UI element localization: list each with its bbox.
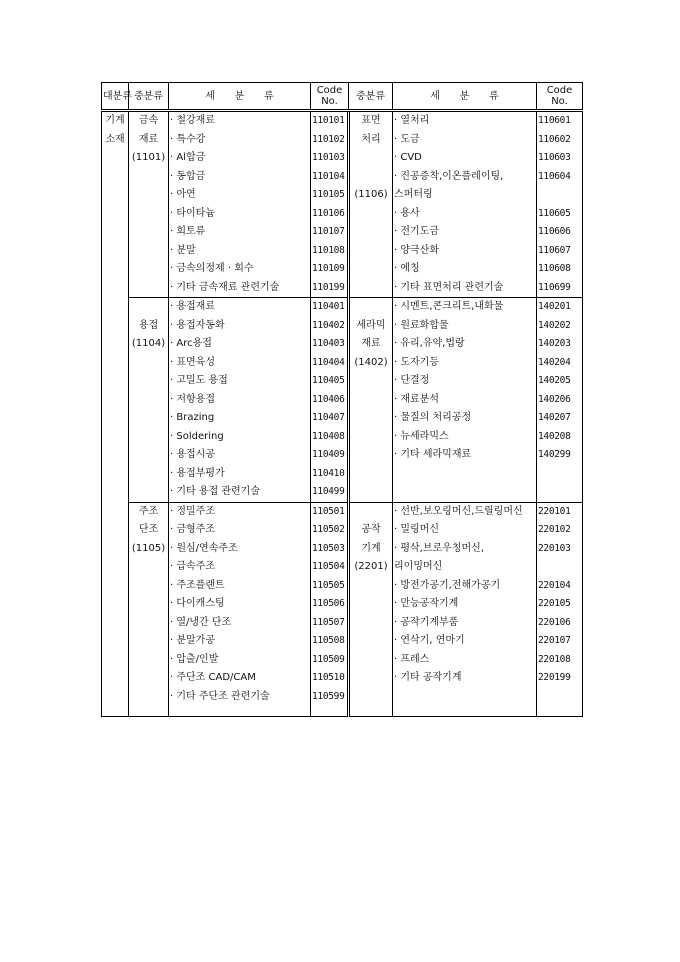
code-right: 220106: [537, 614, 583, 633]
subcategory-left: · Al합금: [169, 149, 311, 168]
header-sub-right: 세 분 류: [393, 83, 537, 111]
code-right: [537, 483, 583, 502]
subcategory-right: · 평삭,브로우칭머신,: [393, 540, 537, 559]
middle-category-left: (1104): [129, 335, 169, 354]
middle-category-left: [129, 260, 169, 279]
table-row: [102, 502, 583, 521]
subcategory-right: · 밀링머신: [393, 521, 537, 540]
table-row: [102, 669, 583, 688]
major-category-cell: [102, 372, 129, 391]
subcategory-left: · 정밀주조: [169, 502, 311, 521]
code-left: 110408: [311, 428, 349, 447]
table-row: [102, 317, 583, 336]
subcategory-left: · 급속주조: [169, 558, 311, 577]
subcategory-left: · 동합금: [169, 168, 311, 187]
table-row: [102, 279, 583, 298]
code-left: 110510: [311, 669, 349, 688]
subcategory-left: · 타이타늄: [169, 205, 311, 224]
middle-category-left: [129, 669, 169, 688]
major-category-cell: [102, 298, 129, 317]
major-category-cell: [102, 688, 129, 707]
middle-category-left: [129, 242, 169, 261]
subcategory-right: · 단결정: [393, 372, 537, 391]
subcategory-right: [393, 688, 537, 707]
middle-category-right: [349, 372, 393, 391]
code-right: 140203: [537, 335, 583, 354]
code-right: 140205: [537, 372, 583, 391]
middle-category-left: [129, 595, 169, 614]
middle-category-right: 세라믹: [349, 317, 393, 336]
major-category-cell: [102, 632, 129, 651]
code-right: 140206: [537, 391, 583, 410]
padding-cell: [393, 706, 537, 717]
subcategory-left: · 분말가공: [169, 632, 311, 651]
subcategory-right: · 연삭기, 연마기: [393, 632, 537, 651]
subcategory-left: · 분말: [169, 242, 311, 261]
subcategory-left: · 기타 금속재료 관련기술: [169, 279, 311, 298]
major-category-cell: [102, 149, 129, 168]
subcategory-left: · Soldering: [169, 428, 311, 447]
middle-category-right: [349, 632, 393, 651]
code-left: 110105: [311, 186, 349, 205]
middle-category-left: 단조: [129, 521, 169, 540]
table-row: [102, 131, 583, 150]
subcategory-left: · Brazing: [169, 409, 311, 428]
subcategory-right: · 선반,보오링머신,드릴링머신: [393, 502, 537, 521]
major-category-cell: [102, 558, 129, 577]
classification-table: [101, 82, 583, 717]
middle-category-right: [349, 260, 393, 279]
padding-cell: [129, 706, 169, 717]
table-row: [102, 372, 583, 391]
subcategory-left: · 주조플랜트: [169, 577, 311, 596]
middle-category-left: 용접: [129, 317, 169, 336]
subcategory-right: · 공작기계부품: [393, 614, 537, 633]
subcategory-right: · 기타 표면처리 관련기술: [393, 279, 537, 298]
code-right: 220103: [537, 540, 583, 559]
code-right: 220108: [537, 651, 583, 670]
padding-cell: [349, 706, 393, 717]
subcategory-left: · 주단조 CAD/CAM: [169, 669, 311, 688]
code-left: 110104: [311, 168, 349, 187]
middle-category-left: [129, 279, 169, 298]
subcategory-right: · 기타 세라믹재료: [393, 446, 537, 465]
subcategory-right: · 양극산화: [393, 242, 537, 261]
major-category-cell: [102, 428, 129, 447]
middle-category-left: [129, 558, 169, 577]
code-left: 110410: [311, 465, 349, 484]
code-left: 110599: [311, 688, 349, 707]
middle-category-right: [349, 669, 393, 688]
subcategory-right: · 원료화합물: [393, 317, 537, 336]
code-right: [537, 465, 583, 484]
major-category-cell: [102, 279, 129, 298]
table-row: [102, 558, 583, 577]
subcategory-left: · 철강재료: [169, 111, 311, 131]
table-row: [102, 260, 583, 279]
subcategory-right: 리이밍머신: [393, 558, 537, 577]
header-row: [102, 83, 583, 111]
table-row: [102, 354, 583, 373]
code-left: 110103: [311, 149, 349, 168]
code-right: 110608: [537, 260, 583, 279]
code-left: 110499: [311, 483, 349, 502]
middle-category-left: [129, 205, 169, 224]
middle-category-left: [129, 632, 169, 651]
code-left: 110505: [311, 577, 349, 596]
table-row: [102, 465, 583, 484]
middle-category-right: [349, 298, 393, 317]
middle-category-right: [349, 223, 393, 242]
code-left: 110507: [311, 614, 349, 633]
middle-category-left: [129, 186, 169, 205]
code-left: 110407: [311, 409, 349, 428]
major-category-cell: [102, 614, 129, 633]
code-left: 110106: [311, 205, 349, 224]
subcategory-left: · 다이캐스팅: [169, 595, 311, 614]
padding-cell: [169, 706, 311, 717]
major-category-cell: [102, 205, 129, 224]
code-left: 110107: [311, 223, 349, 242]
subcategory-right: · 도금: [393, 131, 537, 150]
subcategory-left: · 기타 주단조 관련기술: [169, 688, 311, 707]
code-left: 110502: [311, 521, 349, 540]
subcategory-right: · 전기도금: [393, 223, 537, 242]
middle-category-right: [349, 577, 393, 596]
major-category-cell: [102, 391, 129, 410]
subcategory-right: · 유리,유약,법랑: [393, 335, 537, 354]
subcategory-right: · 도자기등: [393, 354, 537, 373]
subcategory-left: · 특수강: [169, 131, 311, 150]
code-left: 110501: [311, 502, 349, 521]
major-category-cell: [102, 540, 129, 559]
code-left: 110503: [311, 540, 349, 559]
header-middle-left: 중분류: [129, 83, 169, 111]
table-row: [102, 483, 583, 502]
middle-category-right: [349, 614, 393, 633]
code-left: 110506: [311, 595, 349, 614]
middle-category-left: [129, 614, 169, 633]
table-row: [102, 409, 583, 428]
code-left: 110199: [311, 279, 349, 298]
middle-category-right: [349, 168, 393, 187]
middle-category-right: [349, 205, 393, 224]
middle-category-left: [129, 465, 169, 484]
middle-category-left: 주조: [129, 502, 169, 521]
table-row: [102, 632, 583, 651]
code-left: 110101: [311, 111, 349, 131]
middle-category-left: [129, 651, 169, 670]
code-right: 110603: [537, 149, 583, 168]
subcategory-right: 스퍼터링: [393, 186, 537, 205]
major-category-cell: 기계: [102, 111, 129, 131]
major-category-cell: [102, 502, 129, 521]
subcategory-left: · 기타 용접 관련기술: [169, 483, 311, 502]
middle-category-left: [129, 298, 169, 317]
major-category-cell: [102, 409, 129, 428]
code-right: 220101: [537, 502, 583, 521]
subcategory-right: · 에칭: [393, 260, 537, 279]
subcategory-right: · 뉴세라믹스: [393, 428, 537, 447]
subcategory-left: · Arc용접: [169, 335, 311, 354]
code-left: 110508: [311, 632, 349, 651]
table-row: [102, 242, 583, 261]
table-row: [102, 446, 583, 465]
subcategory-left: · 용접시공: [169, 446, 311, 465]
major-category-cell: [102, 521, 129, 540]
table-row: [102, 577, 583, 596]
major-category-cell: [102, 335, 129, 354]
major-category-cell: [102, 168, 129, 187]
middle-category-right: [349, 242, 393, 261]
header-code-left: Code No.: [311, 83, 349, 111]
code-right: 220107: [537, 632, 583, 651]
table-row: [102, 111, 583, 131]
subcategory-right: · 물질의 처리공정: [393, 409, 537, 428]
subcategory-right: · CVD: [393, 149, 537, 168]
middle-category-left: [129, 577, 169, 596]
middle-category-right: [349, 428, 393, 447]
middle-category-right: 표면: [349, 111, 393, 131]
table-row: [102, 651, 583, 670]
table-row-padding: [102, 706, 583, 717]
major-category-cell: 소재: [102, 131, 129, 150]
subcategory-left: · 열/냉간 단조: [169, 614, 311, 633]
middle-category-left: [129, 483, 169, 502]
code-left: 110509: [311, 651, 349, 670]
subcategory-left: · 금속의정제 · 회수: [169, 260, 311, 279]
code-left: 110401: [311, 298, 349, 317]
middle-category-left: [129, 428, 169, 447]
middle-category-left: [129, 354, 169, 373]
middle-category-right: (2201): [349, 558, 393, 577]
subcategory-right: [393, 483, 537, 502]
middle-category-right: [349, 483, 393, 502]
code-left: 110108: [311, 242, 349, 261]
subcategory-right: · 만능공작기계: [393, 595, 537, 614]
code-right: 140204: [537, 354, 583, 373]
subcategory-right: · 진공증착,이온플레이팅,: [393, 168, 537, 187]
middle-category-left: (1101): [129, 149, 169, 168]
middle-category-right: [349, 595, 393, 614]
subcategory-right: [393, 465, 537, 484]
code-right: 110606: [537, 223, 583, 242]
subcategory-left: · 용접자동화: [169, 317, 311, 336]
code-left: 110402: [311, 317, 349, 336]
subcategory-right: · 기타 공작기계: [393, 669, 537, 688]
code-left: 110406: [311, 391, 349, 410]
major-category-cell: [102, 669, 129, 688]
code-left: 110504: [311, 558, 349, 577]
major-category-cell: [102, 465, 129, 484]
middle-category-right: (1106): [349, 186, 393, 205]
table-row: [102, 540, 583, 559]
padding-cell: [102, 706, 129, 717]
middle-category-right: [349, 446, 393, 465]
major-category-cell: [102, 354, 129, 373]
table-row: [102, 521, 583, 540]
code-right: 110699: [537, 279, 583, 298]
middle-category-right: (1402): [349, 354, 393, 373]
middle-category-right: [349, 149, 393, 168]
subcategory-right: · 열처리: [393, 111, 537, 131]
major-category-cell: [102, 186, 129, 205]
major-category-cell: [102, 577, 129, 596]
major-category-cell: [102, 651, 129, 670]
subcategory-left: · 금형주조: [169, 521, 311, 540]
table-row: [102, 688, 583, 707]
middle-category-left: [129, 223, 169, 242]
middle-category-right: 재료: [349, 335, 393, 354]
middle-category-left: [129, 372, 169, 391]
middle-category-right: [349, 409, 393, 428]
middle-category-right: 처리: [349, 131, 393, 150]
code-right: 110601: [537, 111, 583, 131]
middle-category-left: (1105): [129, 540, 169, 559]
subcategory-right: · 방전가공기,전해가공기: [393, 577, 537, 596]
middle-category-right: [349, 502, 393, 521]
subcategory-left: · 고밀도 용접: [169, 372, 311, 391]
major-category-cell: [102, 223, 129, 242]
middle-category-right: [349, 465, 393, 484]
code-right: 140201: [537, 298, 583, 317]
code-right: [537, 558, 583, 577]
table-row: [102, 335, 583, 354]
middle-category-right: 기계: [349, 540, 393, 559]
code-left: 110403: [311, 335, 349, 354]
code-right: 140207: [537, 409, 583, 428]
middle-category-right: [349, 391, 393, 410]
middle-category-left: [129, 446, 169, 465]
table-row: [102, 428, 583, 447]
subcategory-left: · 용접재료: [169, 298, 311, 317]
padding-cell: [537, 706, 583, 717]
major-category-cell: [102, 595, 129, 614]
code-right: [537, 186, 583, 205]
code-left: 110405: [311, 372, 349, 391]
subcategory-left: · 희토류: [169, 223, 311, 242]
table-row: [102, 614, 583, 633]
code-right: 140208: [537, 428, 583, 447]
code-right: 220199: [537, 669, 583, 688]
table-row: [102, 223, 583, 242]
table-row: [102, 186, 583, 205]
middle-category-right: [349, 651, 393, 670]
code-right: 140299: [537, 446, 583, 465]
header-middle-right: 중분류: [349, 83, 393, 111]
table-row: [102, 149, 583, 168]
code-right: [537, 688, 583, 707]
code-right: 140202: [537, 317, 583, 336]
subcategory-right: · 시멘트,콘크리트,내화물: [393, 298, 537, 317]
subcategory-left: · 압출/인발: [169, 651, 311, 670]
subcategory-left: · 아연: [169, 186, 311, 205]
middle-category-left: [129, 688, 169, 707]
code-left: 110404: [311, 354, 349, 373]
middle-category-left: [129, 168, 169, 187]
table-row: [102, 205, 583, 224]
subcategory-right: · 용사: [393, 205, 537, 224]
code-right: 220105: [537, 595, 583, 614]
middle-category-left: 재료: [129, 131, 169, 150]
header-code-right: Code No.: [537, 83, 583, 111]
header-sub-left: 세 분 류: [169, 83, 311, 111]
subcategory-right: · 재료분석: [393, 391, 537, 410]
code-right: 220102: [537, 521, 583, 540]
major-category-cell: [102, 483, 129, 502]
code-right: 110607: [537, 242, 583, 261]
table-row: [102, 298, 583, 317]
code-left: 110102: [311, 131, 349, 150]
table-row: [102, 168, 583, 187]
subcategory-left: · 표면육성: [169, 354, 311, 373]
table-row: [102, 391, 583, 410]
major-category-cell: [102, 260, 129, 279]
middle-category-right: [349, 688, 393, 707]
subcategory-left: · 저항용접: [169, 391, 311, 410]
major-category-cell: [102, 317, 129, 336]
code-right: 110602: [537, 131, 583, 150]
subcategory-right: · 프레스: [393, 651, 537, 670]
code-left: 110109: [311, 260, 349, 279]
code-right: 110605: [537, 205, 583, 224]
padding-cell: [311, 706, 349, 717]
major-category-cell: [102, 242, 129, 261]
code-right: 220104: [537, 577, 583, 596]
code-left: 110409: [311, 446, 349, 465]
subcategory-left: · 원심/연속주조: [169, 540, 311, 559]
code-right: 110604: [537, 168, 583, 187]
middle-category-left: [129, 409, 169, 428]
middle-category-left: [129, 391, 169, 410]
table-row: [102, 595, 583, 614]
middle-category-left: 금속: [129, 111, 169, 131]
major-category-cell: [102, 446, 129, 465]
header-major: 대분류: [102, 83, 129, 111]
middle-category-right: 공작: [349, 521, 393, 540]
middle-category-right: [349, 279, 393, 298]
subcategory-left: · 용접부평가: [169, 465, 311, 484]
